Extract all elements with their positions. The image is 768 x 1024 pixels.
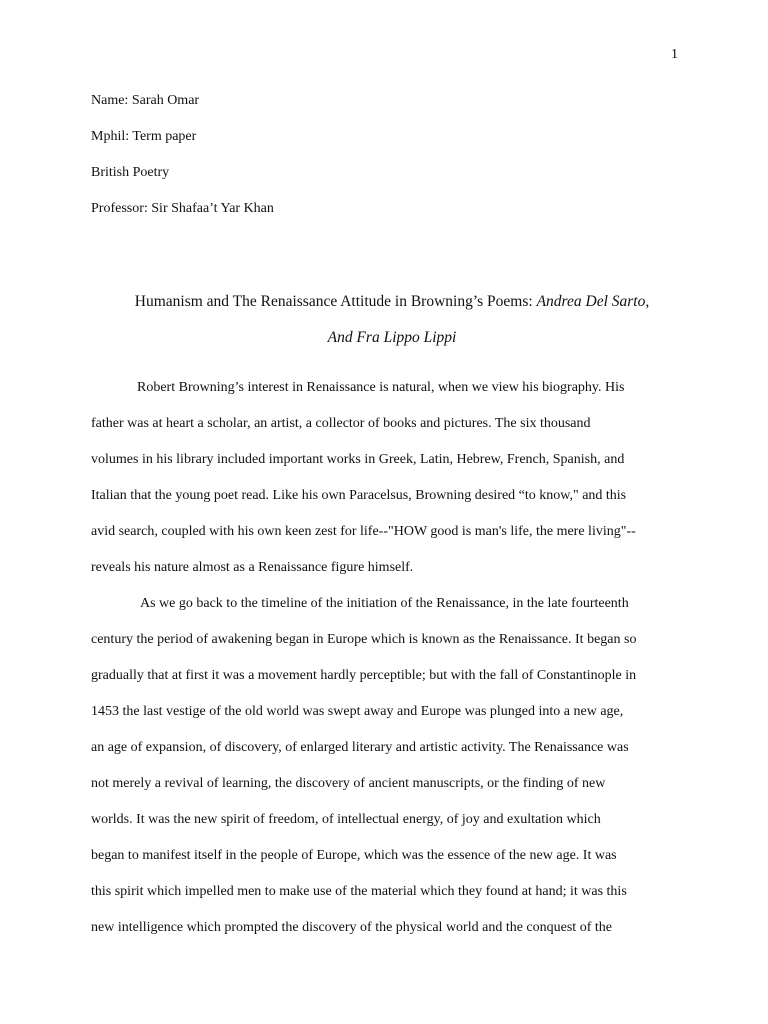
paragraph-2-line: worlds. It was the new spirit of freedom, of intellectual energy, of joy and exultation which bbox=[91, 812, 601, 827]
professor-line: Professor: Sir Shafaa’t Yar Khan bbox=[91, 201, 274, 216]
paragraph-1-line: Italian that the young poet read. Like his own Paracelsus, Browning desired “to know," and this bbox=[91, 488, 627, 503]
paragraph-1-line: avid search, coupled with his own keen zest for life--"HOW good is man's life, the mere living"-- bbox=[91, 524, 636, 539]
page-number: 1 bbox=[671, 47, 678, 62]
title-line-2: And Fra Lippo Lippi bbox=[327, 329, 457, 346]
header-block bbox=[91, 92, 691, 236]
author-name: Name: Sarah Omar bbox=[91, 93, 200, 108]
paragraph-1-line: Robert Browning’s interest in Renaissance is natural, when we view his biography. His bbox=[137, 380, 625, 395]
title-main: Humanism and The Renaissance Attitude in Browning’s Poems: bbox=[134, 293, 537, 310]
paragraph-2-line: an age of expansion, of discovery, of enlarged literary and artistic activity. The Renaissance was bbox=[91, 740, 629, 755]
title-line-1 bbox=[60, 284, 724, 320]
paragraph-2-line: 1453 the last vestige of the old world was swept away and Europe was plunged into a new age, bbox=[91, 704, 624, 719]
body-text bbox=[91, 370, 679, 946]
paragraph-2-line: As we go back to the timeline of the initiation of the Renaissance, in the late fourteenth bbox=[140, 596, 629, 611]
paragraph-2-line: century the period of awakening began in Europe which is known as the Renaissance. It began so bbox=[91, 632, 637, 647]
paragraph-2-line: this spirit which impelled men to make use of the material which they found at hand; it was this bbox=[91, 884, 627, 899]
paragraph-2-line: new intelligence which prompted the discovery of the physical world and the conquest of the bbox=[91, 920, 612, 935]
paragraph-2-line: began to manifest itself in the people of Europe, which was the essence of the new age. It was bbox=[91, 848, 617, 863]
course-line: British Poetry bbox=[91, 165, 170, 180]
paragraph-1-line: reveals his nature almost as a Renaissance figure himself. bbox=[91, 560, 414, 575]
paragraph-2-line: gradually that at first it was a movement hardly perceptible; but with the fall of Constantinople in bbox=[91, 668, 637, 683]
paragraph-1-line: volumes in his library included important works in Greek, Latin, Hebrew, French, Spanish, and bbox=[91, 452, 625, 467]
paragraph-2-line: not merely a revival of learning, the discovery of ancient manuscripts, or the finding of new bbox=[91, 776, 606, 791]
title-italic-1: Andrea Del Sarto, bbox=[536, 293, 650, 310]
paragraph-1-line: father was at heart a scholar, an artist, a collector of books and pictures. The six thousand bbox=[91, 416, 591, 431]
program-line: Mphil: Term paper bbox=[91, 129, 197, 144]
paper-title bbox=[60, 284, 724, 356]
